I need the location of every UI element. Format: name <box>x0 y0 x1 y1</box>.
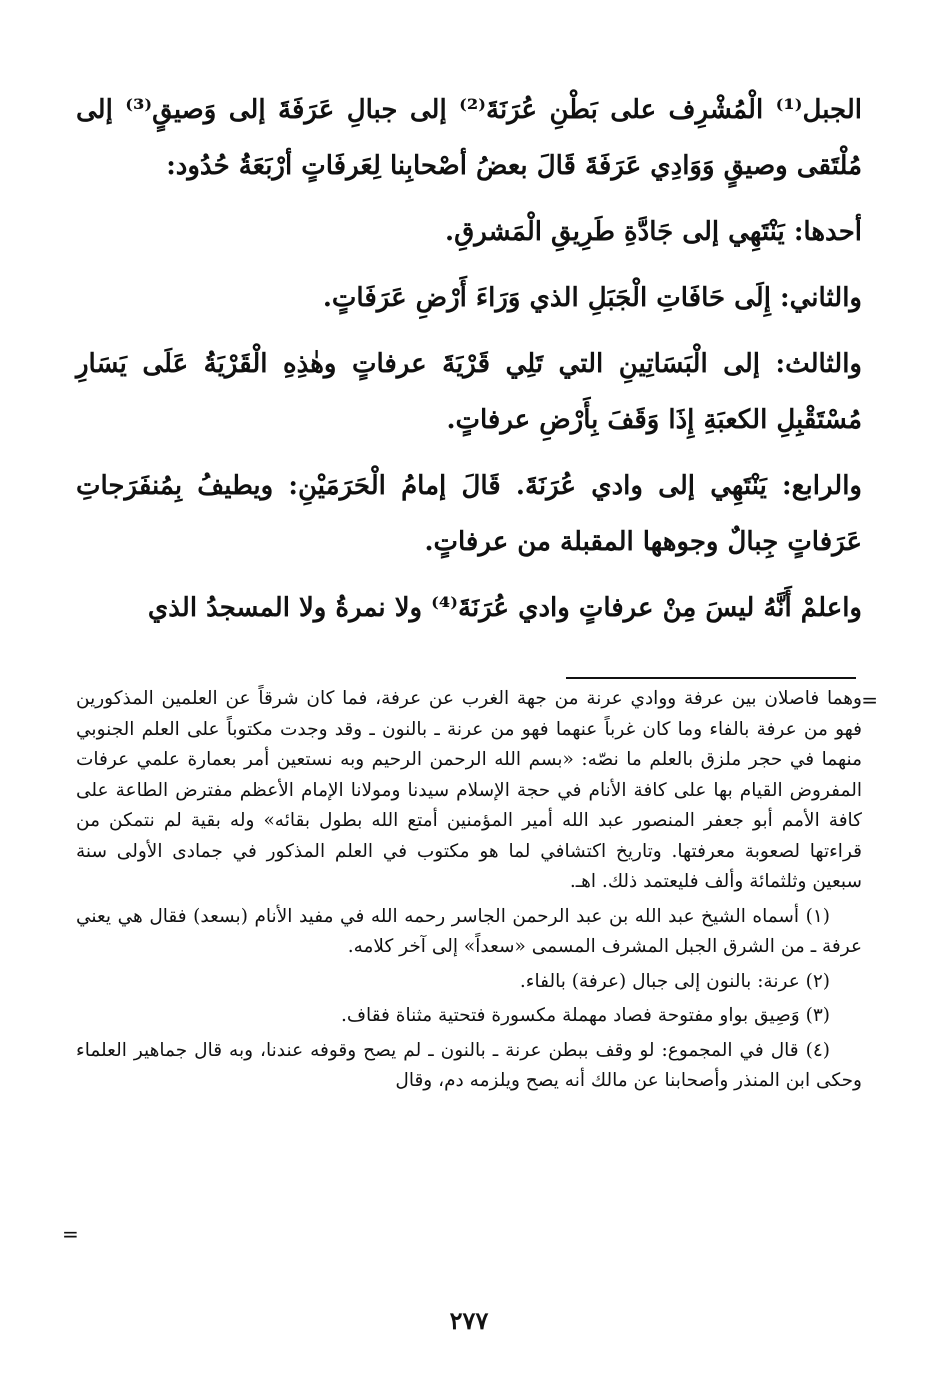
footnote-3: (٣) وَصِيق بواو مفتوحة فصاد مهملة مكسورة فتحتية مثناة فقاف. <box>341 1005 830 1026</box>
footnote-divider <box>566 677 856 679</box>
main-text <box>76 82 862 636</box>
footnote-1: (١) أسماه الشيخ عبد الله بن عبد الرحمن الجاسر رحمه الله في مفيد الأنام (بسعد) فقال هي يعني عرفة ـ من الشرق الجبل المشرف المسمى «سعداً» إلى آخر كلامه. <box>76 905 862 957</box>
paragraph-intro: الجبل⁽¹⁾ الْمُشْرِف على بَطْنِ عُرَنَةَ⁽²⁾ إلى جبالِ عَرَفَةَ إلى وَصيقٍ⁽³⁾ إلى مُلْتَقى وصيقٍ وَوَادِي عَرَفَةَ قَالَ بعضُ أصْحابِنا لِعَرفَاتٍ أرْبَعَةُ حُدُود: <box>76 95 862 181</box>
continues-to-mark: = <box>62 1222 79 1246</box>
footnote-4: (٤) قال في المجموع: لو وقف ببطن عرنة ـ بالنون ـ لم يصح وقوفه عندنا، وبه قال جماهير العلماء وحكى ابن المنذر وأصحابنا عن مالك أنه يصح ويلزمه دم، وقال <box>76 1039 862 1091</box>
label-fourth: والرابع: <box>782 471 862 501</box>
footnotes <box>76 684 862 1097</box>
footnote-2: (٢) عرنة: بالنون إلى جبال (عرفة) بالفاء. <box>519 970 830 992</box>
text-second: إِلَى حَافَاتِ الْجَبَلِ الذي وَرَاءَ أَرْضِ عَرَفَاتٍ. <box>322 283 771 313</box>
text-first: يَنْتَهِي إلى جَادَّةِ طَرِيقِ الْمَشرقِ. <box>445 217 785 247</box>
paragraph-fourth-boundary <box>76 458 862 570</box>
text-third: إلى الْبَسَاتِينِ التي تَلِي قَرْيَةَ عرفاتٍ وهٰذِهِ الْقَرْيَةُ عَلَى يَسَارِ مُسْتَقْبِلِ الكعبَةِ إِذَا وَقَفَ بِأَرْضِ عرفاتٍ. <box>76 349 862 435</box>
paragraph-second-boundary <box>76 270 862 326</box>
page-number: ٢٧٧ <box>449 1306 489 1335</box>
text-fourth: يَنْتَهِي إلى وادي عُرَنَةَ. قَالَ إمامُ الْحَرَمَيْنِ: ويطيفُ بِمُنفَرَجاتِ عَرَفاتٍ جِبالٌ وجوهها المقبلة من عرفاتٍ. <box>76 471 862 557</box>
label-third: والثالث: <box>775 349 862 379</box>
paragraph-third-boundary <box>76 336 862 448</box>
label-first: أحدها: <box>793 217 862 247</box>
continued-from-mark: = <box>861 688 878 712</box>
footnote-continuation: وهما فاصلان بين عرفة ووادي عرنة من جهة الغرب عن عرفة، فما كان شرقاً عن العلمين المذكورين فهو من عرفة بالفاء وما كان غرباً عنهما فهو من عرنة ـ بالنون ـ وقد وجدت مكتوباً على العلم الجنوبي منهما في حجر ملزق بالعلم ما نصّه: «بسم الله الرحمن الرحيم وبه نستعين أمر بعمارة علمي عرفات المفروض القيام بها على كافة الأنام في حجة الإسلام سيدنا ومولانا الإمام الأعظم مفترض الطاعة على كافة الأمم أبو جعفر المنصور عبد الله أمير المؤمنين أمتع الله بطول بقائه» وله بقية لم نتمكن من قراءتها لصعوبة معرفتها. وتاريخ اكتشافي لما هو مكتوب في العلم المذكور في جمادى الأولى سنة سبعين وثلثمائة وألف فليعتمد ذلك. اهـ. <box>76 688 862 892</box>
paragraph-know: واعلمْ أَنَّهُ ليسَ مِنْ عرفاتٍ وادي عُرَنَةَ⁽⁴⁾ ولا نمرةُ ولا المسجدُ الذي <box>147 593 862 623</box>
label-second: والثاني: <box>780 283 862 313</box>
paragraph-first-boundary <box>76 204 862 260</box>
